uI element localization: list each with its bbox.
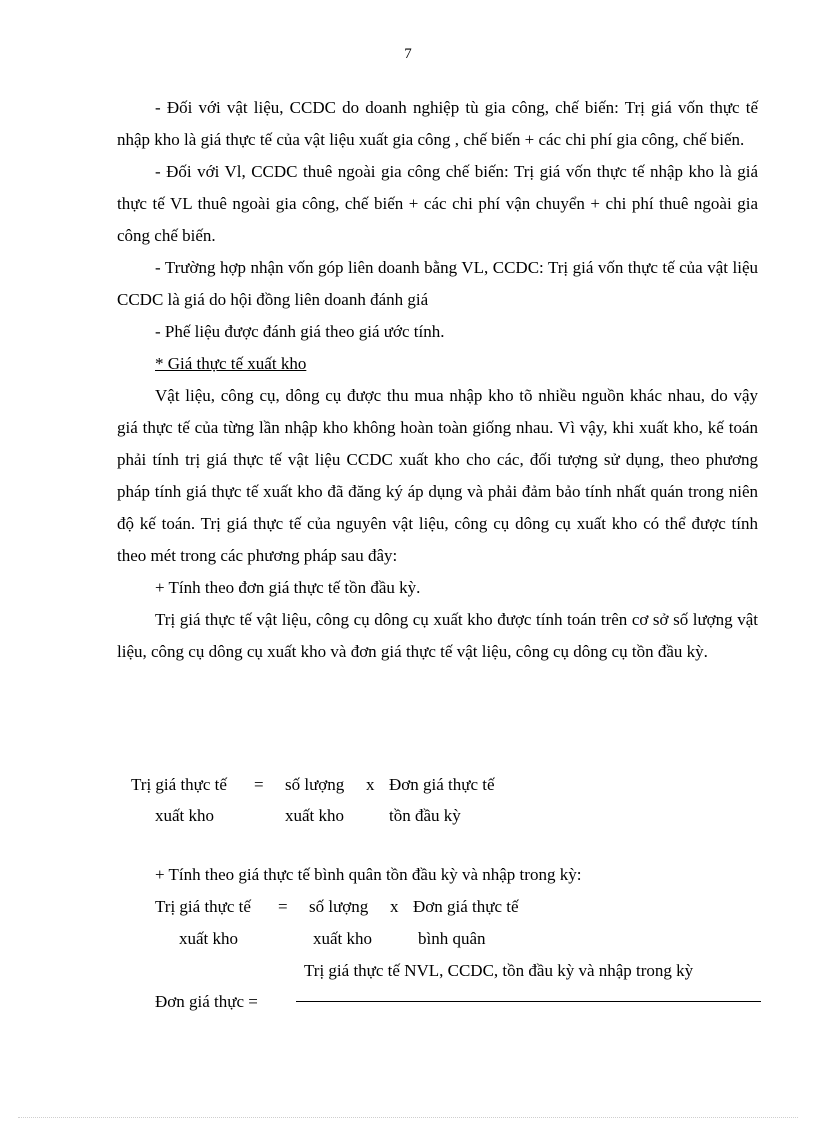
document-body [117,92,758,668]
formula2-price-line2: bình quân [418,929,486,948]
method1-title: + Tính theo đơn giá thực tế tồn đầu kỳ. [155,578,421,597]
formula2-equals: = [278,897,288,916]
paragraph-capital-contribution: - Trường hợp nhận vốn góp liên doanh bằng VL, CCDC: Trị giá vốn thực tế của vật liệu CCDC là giá do hội đồng liên doanh đánh giá [117,258,758,309]
paragraph-outsourced: - Đối với Vl, CCDC thuê ngoài gia công chế biến: Trị giá vốn thực tế nhập kho là giá thực tế VL thuê ngoài gia công, chế biến + các chi phí vận chuyển + chi phí thuê ngoài gia công chế biến. [117,162,758,245]
section-heading-export-price: * Giá thực tế xuất kho [155,354,307,373]
formula1-price-line1: Đơn giá thực tế [389,775,495,794]
formula2-lhs-line1: Trị giá thực tế [155,897,251,916]
paragraph-scrap: - Phế liệu được đánh giá theo giá ước tính. [155,322,445,341]
formula3-numerator: Trị giá thực tế NVL, CCDC, tồn đầu kỳ và nhập trong kỳ [304,961,694,980]
formula1-quantity-line2: xuất kho [285,806,345,825]
formula1-lhs-line2: xuất kho [155,806,215,825]
formula2-quantity-line1: số lượng [309,897,369,916]
formula1-equals: = [254,775,264,794]
method2-title: + Tính theo giá thực tế bình quân tồn đầu kỳ và nhập trong kỳ: [155,865,582,884]
formula1-price-line2: tồn đầu kỳ [389,806,461,825]
formula1-quantity-line1: số lượng [285,775,345,794]
formula2-lhs-line2: xuất kho [179,929,239,948]
formula1-lhs-line1: Trị giá thực tế [131,775,227,794]
page-number: 7 [404,46,412,62]
formula2-quantity-line2: xuất kho [313,929,373,948]
formula2-price-line1: Đơn giá thực tế [413,897,519,916]
method1-description: Trị giá thực tế vật liệu, công cụ dông cụ xuất kho được tính toán trên cơ sở số lượng vật liệu, công cụ dông cụ xuất kho và đơn giá thực tế vật liệu, công cụ dông cụ tồn đầu kỳ. [117,610,758,661]
page-bottom-rule [18,1117,798,1118]
paragraph-export-price: Vật liệu, công cụ, dông cụ được thu mua nhập kho tõ nhiều nguồn khác nhau, do vậy giá thực tế của từng lần nhập kho không hoàn toàn giống nhau. Vì vậy, khi xuất kho, kế toán phải tính trị giá thực tế vật liệu CCDC xuất kho cho các, đối tượng sử dụng, theo phương pháp tính giá thực tế xuất kho đã đăng ký áp dụng và phải đảm bảo tính nhất quán trong niên độ kế toán. Trị giá thực tế của nguyên vật liệu, công cụ dông cụ xuất kho có thể được tính theo mét trong các phương pháp sau đây: [117,386,758,565]
formula3-lhs: Đơn giá thực = [155,992,258,1011]
paragraph-self-processed: - Đối với vật liệu, CCDC do doanh nghiệp tù gia công, chế biến: Trị giá vốn thực tế nhập kho là giá thực tế của vật liệu xuất gia công , chế biến + các chi phí gia công, chế biến. [117,98,758,149]
fraction-line [296,1001,761,1002]
formula2-times: x [390,897,399,916]
formula1-times: x [366,775,375,794]
